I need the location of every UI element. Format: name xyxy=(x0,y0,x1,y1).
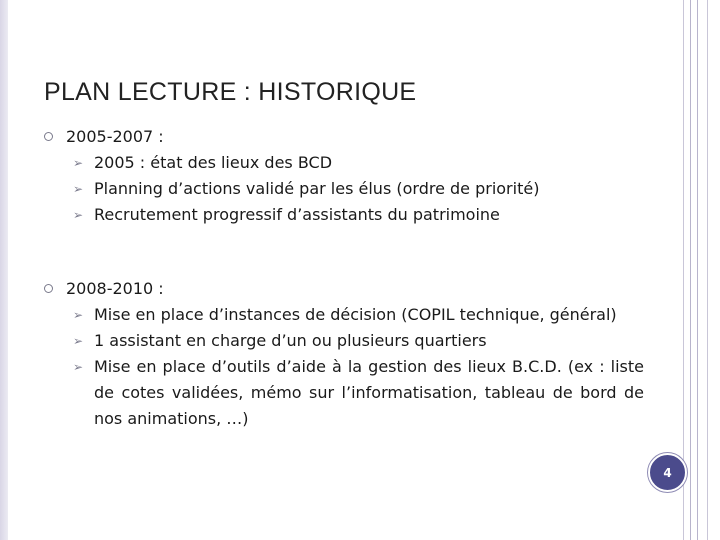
page-number-badge: 4 xyxy=(648,453,687,492)
list-item xyxy=(44,202,644,228)
section-heading xyxy=(44,276,644,302)
arrow-bullet-icon: ➢ xyxy=(73,360,84,374)
list-item-text: Planning d’actions validé par les élus (ordre de priorité) xyxy=(94,179,540,198)
slide-title: PLAN LECTURE : HISTORIQUE xyxy=(44,78,417,106)
list-item xyxy=(44,176,644,202)
slide-right-frame-inner xyxy=(690,0,698,540)
list-item xyxy=(44,302,644,328)
list-item-text: 2005 : état des lieux des BCD xyxy=(94,153,333,172)
arrow-bullet-icon: ➢ xyxy=(73,208,84,222)
list-item xyxy=(44,150,644,176)
section-heading-text: 2008-2010 : xyxy=(66,279,164,298)
section-2005-2007 xyxy=(44,124,644,228)
slide-left-border xyxy=(0,0,8,540)
list-item xyxy=(44,328,644,354)
section-2008-2010 xyxy=(44,276,644,432)
list-item-text: 1 assistant en charge d’un ou plusieurs quartiers xyxy=(94,331,487,350)
arrow-bullet-icon: ➢ xyxy=(73,334,84,348)
arrow-bullet-icon: ➢ xyxy=(73,182,84,196)
sub-list xyxy=(44,302,644,432)
circle-bullet-icon xyxy=(44,132,53,141)
list-item-text: Recrutement progressif d’assistants du patrimoine xyxy=(94,205,500,224)
sub-list xyxy=(44,150,644,228)
section-heading-text: 2005-2007 : xyxy=(66,127,164,146)
circle-bullet-icon xyxy=(44,284,53,293)
list-item-text: Mise en place d’outils d’aide à la gestion des lieux B.C.D. (ex : liste de cotes validées, mémo sur l’informatisation, tableau de bord de nos animations, …) xyxy=(94,357,644,428)
list-item xyxy=(44,354,644,432)
arrow-bullet-icon: ➢ xyxy=(73,308,84,322)
arrow-bullet-icon: ➢ xyxy=(73,156,84,170)
list-item-text: Mise en place d’instances de décision (COPIL technique, général) xyxy=(94,305,617,324)
section-heading xyxy=(44,124,644,150)
